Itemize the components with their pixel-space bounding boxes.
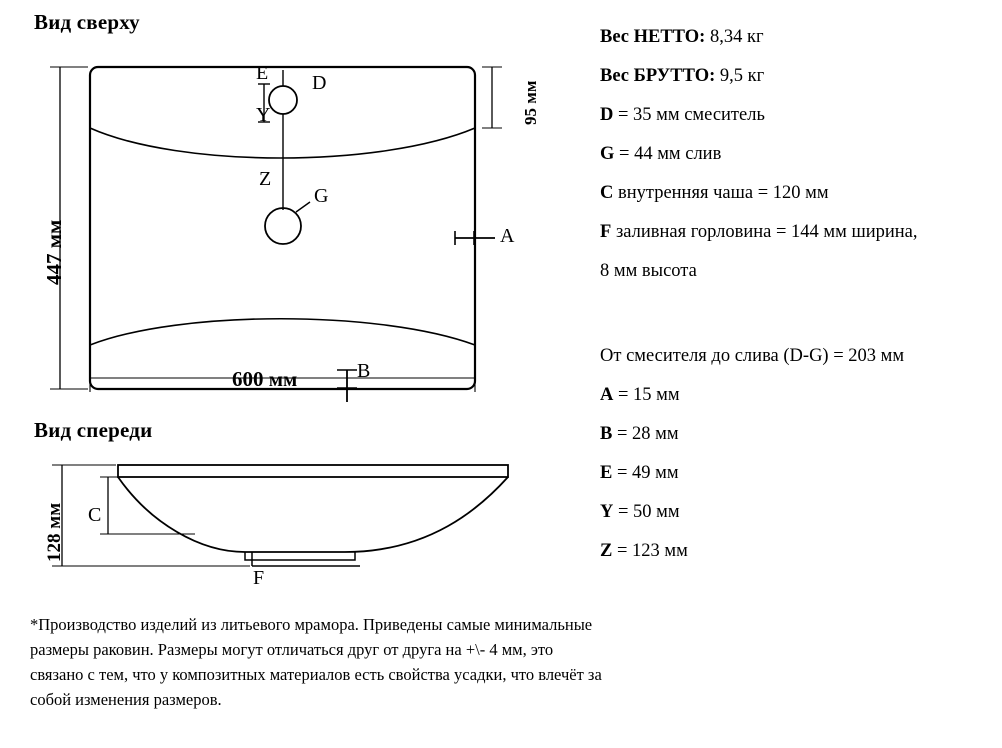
spec-value: = 49 мм (612, 463, 679, 483)
counter-slab-front (118, 465, 508, 477)
spec-label: Y (600, 502, 614, 522)
spec-item (600, 454, 1000, 493)
spec-label: A (600, 385, 614, 405)
label-c: C (88, 504, 102, 526)
specs-secondary-list (600, 337, 1000, 571)
spec-value: = 35 мм смеситель (613, 105, 765, 125)
spec-value: внутренняя чаша = 120 мм (613, 183, 829, 203)
dim-width-600: 600 мм (232, 367, 298, 391)
bowl-curve-lower (90, 319, 475, 345)
spec-item (600, 415, 1000, 454)
spec-item (600, 213, 996, 252)
dim-height-447: 447 мм (42, 219, 66, 285)
spec-item (600, 532, 1000, 571)
spec-item (600, 252, 996, 291)
label-e: E (256, 62, 269, 84)
spec-item (600, 376, 1000, 415)
label-a: A (500, 225, 515, 247)
top-view-title: Вид сверху (34, 10, 140, 34)
label-g: G (314, 185, 329, 207)
spec-label: B (600, 424, 613, 444)
spec-label: Z (600, 541, 613, 561)
g-leader-line (296, 202, 310, 212)
spec-value: = 44 мм слив (614, 144, 722, 164)
spec-label: G (600, 144, 615, 164)
spec-label: Вес БРУТТО: (600, 66, 716, 86)
spec-value: = 50 мм (613, 502, 680, 522)
spec-label: E (600, 463, 613, 483)
drain-hole-circle (265, 208, 301, 244)
spec-label: C (600, 183, 614, 203)
dim-offset-95: 95 мм (521, 80, 540, 125)
label-d: D (312, 72, 327, 94)
spec-item (600, 57, 996, 96)
spec-item (600, 135, 996, 174)
spec-item (600, 96, 996, 135)
spec-value: заливная горловина = 144 мм ширина, (611, 222, 918, 242)
spec-value: 8,34 кг (705, 27, 764, 47)
faucet-hole-circle (269, 86, 297, 114)
spec-value: От смесителя до слива (D-G) = 203 мм (600, 346, 905, 366)
spec-value: = 28 мм (612, 424, 679, 444)
overflow-neck (245, 552, 355, 560)
spec-item (600, 493, 1000, 532)
spec-label: Вес НЕТТО: (600, 27, 706, 47)
spec-value: = 123 мм (612, 541, 688, 561)
spec-value: = 15 мм (613, 385, 680, 405)
spec-value: 9,5 кг (715, 66, 765, 86)
label-y: Y (256, 104, 271, 126)
spec-item (600, 174, 996, 213)
spec-value: 8 мм высота (600, 261, 697, 281)
dim-front-height-128: 128 мм (44, 502, 65, 562)
spec-label: D (600, 105, 614, 125)
spec-item (600, 18, 996, 57)
spec-item (600, 337, 1000, 376)
footnote-text: *Производство изделий из литьевого мрамора. Приведены самые минимальные размеры раковин. Размеры могут отличаться друг от друга на +\- 4 мм, это связано с тем, что у композитных материалов есть свойства усадки, что влечёт за собой изменения размеров. (30, 615, 602, 709)
specs-primary-list (600, 18, 996, 291)
spec-label: F (600, 222, 612, 242)
label-f: F (253, 567, 265, 589)
label-b: B (357, 360, 371, 382)
front-view-title: Вид спереди (34, 418, 153, 442)
bowl-profile-front (118, 477, 508, 552)
label-z: Z (259, 168, 272, 190)
